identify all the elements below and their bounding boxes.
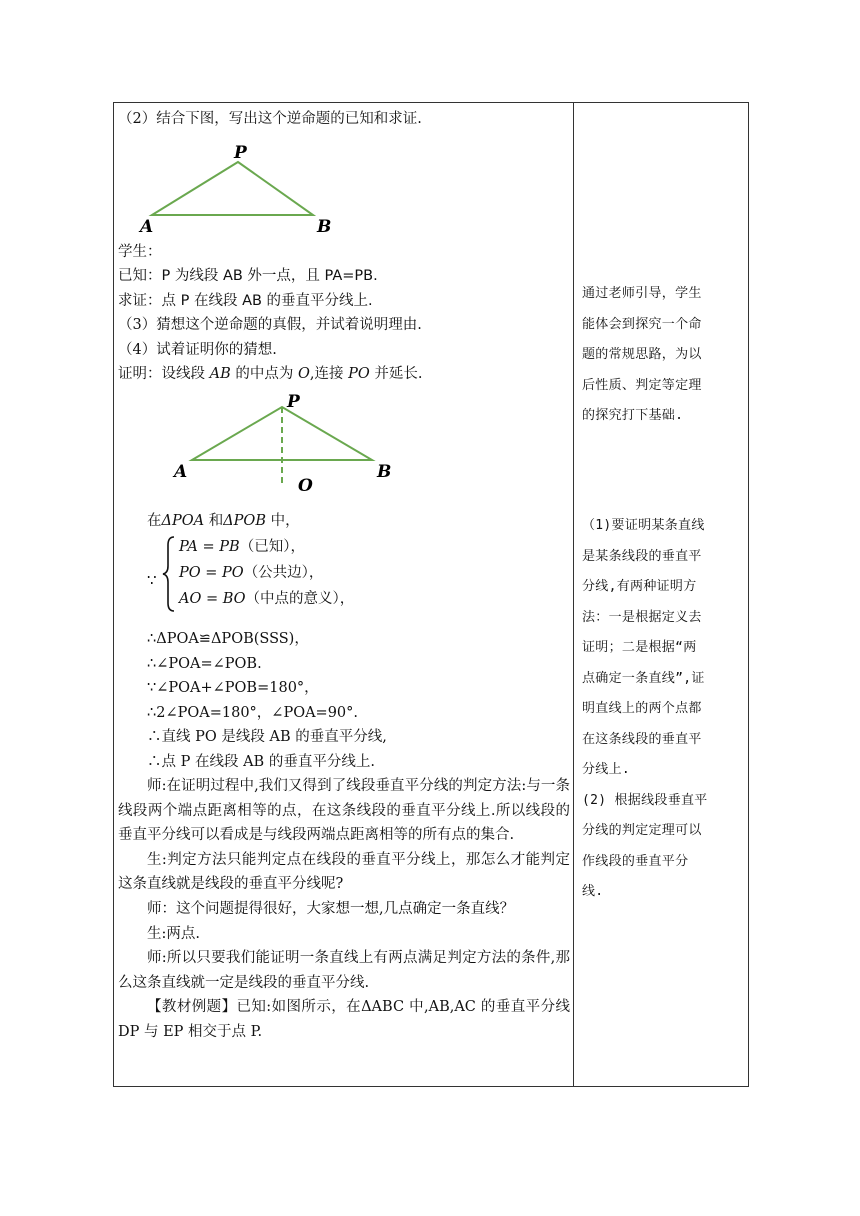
note-line: 明直线上的两个点都 [582, 701, 702, 716]
eq-lhs: PA [179, 539, 198, 555]
prove-statement: 求证：点 P 在线段 AB 的垂直平分线上. [118, 292, 373, 309]
eq-rhs: PB [219, 539, 240, 555]
note-line: 通过老师引导，学生 [582, 286, 702, 301]
proof-intro-text: ,连接 [309, 366, 349, 382]
eq-note: （已知）， [239, 539, 305, 555]
eq-note: （中点的意义）， [245, 591, 355, 607]
proof-steps [118, 627, 570, 774]
note-line: （1)要证明某条直线 [582, 518, 705, 533]
label-a: A [174, 461, 188, 482]
var-po: PO [348, 366, 370, 382]
note-line: 分线,有两种证明方 [582, 579, 697, 594]
proof-step: ∴2∠POA=180°，∠POA=90°. [147, 704, 359, 721]
because-symbol: ∵ [147, 571, 157, 589]
eq-rhs: BO [222, 591, 246, 607]
triangle-poa: ΔPOA [161, 512, 205, 529]
task-3: （3）猜想这个逆命题的真假，并试着说明理由. [118, 317, 422, 333]
column-divider [573, 103, 574, 1086]
label-b: B [377, 461, 392, 482]
design-note-2 [582, 511, 708, 908]
main-content-column [118, 107, 570, 1045]
student-paragraph-4: 生:两点. [147, 925, 200, 942]
teacher-paragraph-5: 师:所以只要我们能证明一条直线上有两点满足判定方法的条件,那么这条直线就一定是线段的垂直平分线. [118, 950, 570, 991]
note-line: 点确定一条直线”,证 [582, 670, 705, 686]
var-o: O [297, 366, 310, 382]
task-4: （4）试着证明你的猜想. [118, 341, 277, 358]
eq-rhs: PO [222, 565, 244, 581]
eq-lhs: AO [179, 591, 202, 607]
note-line: 分线的判定定理可以 [582, 823, 702, 838]
text: 在 [147, 512, 162, 529]
label-o: O [298, 475, 313, 496]
triangle-pob: ΔPOB [223, 512, 266, 529]
proof-intro-text: 并延长. [369, 366, 423, 382]
triangle-pab [152, 162, 313, 215]
proof-step: ∴ΔPOA≌ΔPOB(SSS)， [147, 631, 309, 647]
lesson-table [113, 102, 749, 1087]
proof-intro-text: 的中点为 [230, 366, 298, 382]
proof-step: ∵∠POA+∠POB=180°， [147, 680, 319, 696]
eq-op: = [200, 565, 223, 581]
var-ab: AB [209, 366, 231, 382]
in-triangles-line [118, 509, 570, 534]
known-statement: 已知：P 为线段 AB 外一点，且 PA=PB. [118, 268, 378, 284]
triangle-figure-1 [136, 132, 356, 240]
equation-system [147, 535, 570, 621]
note-line: 是某条线段的垂直平 [582, 548, 702, 564]
proof-step: ∴点 P 在线段 AB 的垂直平分线上. [147, 753, 375, 770]
note-line: 后性质、判定等定理 [582, 377, 702, 393]
label-p: P [234, 142, 247, 163]
text: 中， [265, 512, 300, 529]
design-note-1 [582, 279, 702, 432]
eq-op: = [201, 591, 223, 607]
note-line: 在这条线段的垂直平 [582, 731, 702, 747]
note-line: 证明；二是根据“两 [582, 640, 697, 655]
note-line: 线. [582, 884, 604, 899]
eq-lhs: PO [179, 565, 201, 581]
note-line: 法：一是根据定义去 [582, 609, 702, 625]
proof-intro-text: 证明：设线段 [118, 366, 210, 382]
triangle-figure-2 [170, 393, 430, 509]
note-line: 的探究打下基础. [582, 408, 684, 423]
equation-row-2 [179, 561, 323, 585]
student-label: 学生： [118, 243, 162, 260]
teacher-paragraph-3: 师：这个问题提得很好，大家想一想,几点确定一条直线？ [147, 900, 515, 917]
note-line: (2) 根据线段垂直平 [582, 792, 708, 808]
proof-intro [118, 362, 570, 387]
equation-row-3 [179, 587, 354, 611]
label-a: A [140, 216, 154, 237]
teacher-paragraph-1: 师:在证明过程中,我们又得到了线段垂直平分线的判定方法:与一条线段两个端点距离相等的点，在这条线段的垂直平分线上.所以线段的垂直平分线可以看成是与线段两端点距离相等的所有点的集合. [118, 778, 570, 844]
note-line: 能体会到探究一个命 [582, 316, 702, 332]
label-b: B [317, 216, 332, 237]
label-p: P [287, 392, 300, 412]
text: 和 [204, 512, 224, 529]
eq-op: = [197, 539, 220, 555]
proof-step: ∴直线 PO 是线段 AB 的垂直平分线, [147, 729, 387, 745]
note-line: 题的常规思路，为以 [582, 347, 702, 362]
task-2: （2）结合下图，写出这个逆命题的已知和求证. [118, 111, 422, 127]
left-brace-icon [162, 535, 176, 613]
proof-step: ∴∠POA=∠POB. [147, 655, 262, 672]
equation-row-1 [179, 535, 305, 559]
textbook-example: 【教材例题】已知:如图所示，在ΔABC 中,AB,AC 的垂直平分线 DP 与 EP 相交于点 P. [118, 999, 570, 1040]
note-line: 作线段的垂直平分 [582, 853, 689, 869]
eq-note: （公共边）， [243, 565, 324, 581]
note-line: 分线上. [582, 762, 631, 777]
student-paragraph-2: 生:判定方法只能判定点在线段的垂直平分线上，那怎么才能判定这条直线就是线段的垂直平分线呢? [118, 851, 570, 893]
